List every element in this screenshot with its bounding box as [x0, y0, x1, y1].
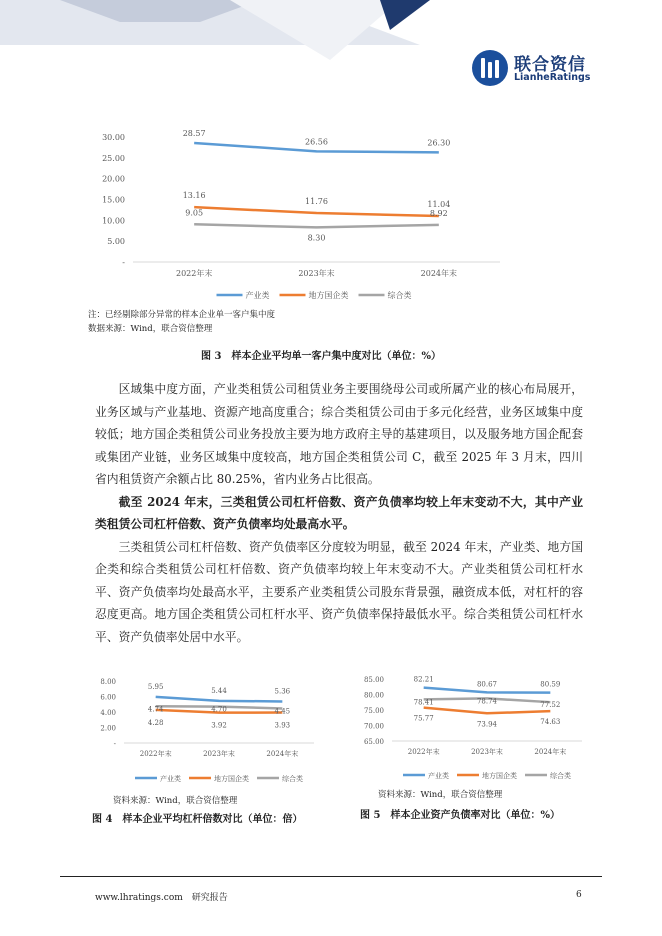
footer-divider [60, 876, 602, 877]
data-label: 73.94 [476, 720, 498, 729]
legend-label: 综合类 [282, 775, 303, 783]
page-number: 6 [576, 890, 582, 900]
figure3-caption: 图 3 样本企业平均单一客户集中度对比（单位：%） [201, 351, 441, 362]
data-label: 78.41 [413, 698, 434, 707]
y-tick-label: 10.00 [102, 216, 125, 226]
data-label: 8.92 [429, 208, 448, 218]
figure4-caption: 图 4 样本企业平均杠杆倍数对比（单位：倍） [92, 814, 303, 825]
data-label: 75.77 [413, 714, 434, 723]
x-tick-label: 2022年末 [407, 748, 440, 756]
chart-debt-ratio [360, 668, 600, 788]
x-tick-label: 2024年末 [534, 748, 567, 756]
figure5-source: 资料来源：Wind，联合资信整理 [378, 790, 503, 800]
legend-label: 地方国企类 [482, 772, 517, 780]
y-tick-label: 4.00 [100, 709, 116, 717]
data-label: 80.59 [540, 680, 561, 689]
data-label: 5.44 [211, 686, 227, 695]
figure3-source: 数据来源：Wind，联合资信整理 [88, 324, 213, 334]
data-label: 8.30 [307, 233, 326, 243]
page-header [0, 0, 662, 100]
logo-name-cn: 联合资信 [514, 55, 586, 75]
y-tick-label: 30.00 [102, 133, 125, 142]
x-tick-label: 2022年末 [139, 750, 172, 758]
data-label: 11.76 [305, 197, 328, 206]
x-tick-label: 2023年末 [203, 750, 235, 758]
legend-label: 产业类 [245, 291, 270, 300]
data-label: 82.21 [413, 675, 434, 684]
x-tick-label: 2023年末 [471, 748, 503, 756]
legend-label: 地方国企类 [214, 775, 249, 783]
logo-mark-icon [472, 50, 508, 86]
legend-label: 产业类 [428, 772, 449, 780]
y-tick-label: 80.00 [363, 691, 384, 700]
paragraph-leverage-detail: 三类租赁公司杠杆倍数、资产负债率区分度较为明显，截至 2024 年末，产业类、地方国企类和综合类租赁公司杠杆倍数、资产负债率均较上年末变动不大。产业类租赁公司杠杆水平、资产负债率均处最高水平，主要系产业类租赁公司股东背景强，融资成本低，对杠杆的容忍度更高。地方国企类租赁公司杠杆水平、资产负债率保持最低水平。综合类租赁公司杠杆水平、资产负债率处居中水平。 [95, 539, 583, 644]
data-label: 28.57 [182, 128, 206, 138]
y-tick-label: - [122, 258, 125, 267]
logo [472, 50, 602, 90]
data-label: 9.05 [185, 208, 204, 218]
legend-label: 产业类 [160, 775, 181, 783]
data-label: 13.16 [182, 191, 206, 201]
logo-name-en: LianheRatings [514, 72, 591, 83]
data-label: 77.52 [540, 701, 561, 710]
data-label: 4.70 [211, 705, 227, 714]
series-line-3 [194, 224, 439, 227]
data-label: 26.56 [305, 137, 328, 147]
data-label: 78.74 [476, 697, 498, 706]
legend-label: 综合类 [550, 772, 571, 780]
data-label: 26.30 [427, 138, 451, 148]
data-label: 3.92 [211, 721, 227, 730]
y-tick-label: - [113, 740, 116, 748]
series-line-2 [424, 708, 551, 714]
paragraph-region-concentration: 区域集中度方面，产业类租赁公司租赁业务主要围绕母公司或所属产业的核心布局展开，业务区域与产业基地、资源产地高度重合；综合类租赁公司由于多元化经营，业务区域集中度较低；地方国企类租赁公司业务投放主要为地方政府主导的基建项目，以及服务地方国企配套或集团产业链，业务区域集中度较高，地方国企类租赁公司 C，截至 2025 年 3 月末，四川省内租赁资产余额占比 80.25%，省内业务占比很高。 [95, 382, 583, 486]
data-label: 4.28 [147, 718, 164, 727]
legend-label: 地方国企类 [308, 291, 349, 300]
chart-leverage-multiple [92, 670, 332, 790]
figure3-note: 注：已经剔除部分异常的样本企业单一客户集中度 [88, 310, 276, 320]
y-tick-label: 65.00 [363, 738, 384, 746]
x-tick-label: 2022年末 [175, 269, 213, 278]
y-tick-label: 70.00 [363, 722, 384, 731]
chart-client-concentration [95, 122, 575, 307]
y-tick-label: 8.00 [100, 678, 116, 686]
data-label: 4.45 [274, 707, 291, 716]
y-tick-label: 6.00 [100, 693, 116, 702]
data-label: 4.74 [147, 705, 164, 714]
data-label: 80.67 [476, 680, 498, 689]
figure4-source: 资料来源：Wind，联合资信整理 [113, 796, 238, 806]
figure5-caption: 图 5 样本企业资产负债率对比（单位：%） [360, 810, 560, 821]
data-label: 5.95 [147, 682, 164, 691]
y-tick-label: 75.00 [363, 707, 384, 715]
series-line-1 [156, 697, 283, 702]
y-tick-label: 20.00 [102, 174, 125, 184]
data-label: 11.04 [427, 200, 451, 209]
y-tick-label: 15.00 [102, 195, 125, 205]
y-tick-label: 25.00 [102, 153, 125, 163]
data-label: 3.93 [274, 721, 291, 730]
body-section-1 [95, 378, 583, 648]
y-tick-label: 5.00 [107, 237, 125, 247]
x-tick-label: 2023年末 [298, 269, 335, 278]
legend-label: 综合类 [387, 291, 412, 300]
y-tick-label: 2.00 [100, 724, 116, 733]
paragraph-leverage-summary: 截至 2024 年末，三类租赁公司杠杆倍数、资产负债率均较上年末变动不大，其中产业类租赁公司杠杆倍数、资产负债率均处最高水平。 [95, 494, 583, 531]
series-line-2 [194, 207, 439, 216]
data-label: 74.63 [540, 718, 561, 727]
x-tick-label: 2024年末 [266, 750, 299, 758]
footer-site: www.lhratings.com 研究报告 [95, 893, 228, 903]
data-label: 5.36 [274, 687, 291, 696]
x-tick-label: 2024年末 [420, 269, 458, 278]
y-tick-label: 85.00 [363, 676, 384, 684]
